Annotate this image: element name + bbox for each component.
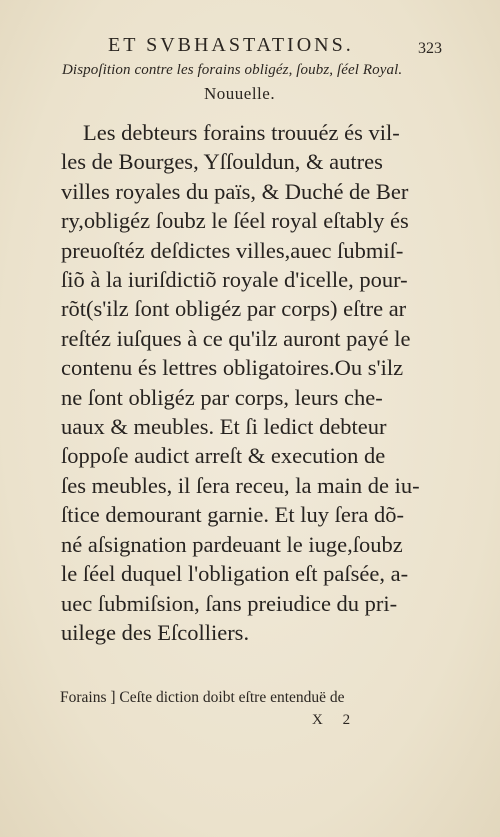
text-line: villes royales du païs, & Duché de Ber (61, 178, 409, 204)
marginal-note: Forains ] Ceſte diction doibt eſtre entenduë de (60, 689, 345, 706)
text-line: preuoſtéz deſdictes villes,auec ſubmiſ- (61, 237, 404, 263)
text-line: uilege des Eſcolliers. (61, 619, 250, 645)
text-line: Les debteurs forains trouuéz és vil- (83, 120, 400, 145)
signature-mark: X 2 (312, 712, 359, 728)
text-line: rõt(s'ilz ſont obligéz par corps) eſtre ar (61, 296, 407, 322)
text-line: ſes meubles, il ſera receu, la main de iu- (61, 472, 420, 498)
text-line: ſoppoſe audict arreſt & execution de (61, 443, 386, 469)
section-title: Dispoſition contre les forains obligéz, ſoubz, ſéel Royal. (62, 62, 403, 78)
page-number: 323 (418, 40, 442, 57)
text-line: uec ſubmiſsion, ſans preiudice du pri- (61, 590, 398, 616)
body-paragraph (61, 118, 441, 647)
text-line: ne ſont obligéz par corps, leurs che- (61, 384, 383, 410)
text-line: uaux & meubles. Et ſi ledict debteur (61, 414, 387, 440)
text-line: contenu és lettres obligatoires.Ou s'ilz (61, 355, 404, 381)
text-line: ry,obligéz ſoubz le ſéel royal eſtably és (61, 208, 409, 234)
text-line: ſiõ à la iuriſdictiõ royale d'icelle, pour- (61, 267, 408, 293)
running-title: ET SVBHASTATIONS. (108, 34, 354, 56)
section-subtitle: Nouuelle. (204, 84, 276, 103)
text-line: né aſsignation pardeuant le iuge,ſoubz (61, 531, 403, 557)
text-line: ſtice demourant garnie. Et luy ſera dõ- (61, 502, 404, 528)
text-line: les de Bourges, Yſſouldun, & autres (61, 149, 383, 175)
text-line: reſtéz iuſques à ce qu'ilz auront payé le (61, 325, 411, 351)
text-line: le ſéel duquel l'obligation eſt paſsée, a- (61, 561, 409, 587)
